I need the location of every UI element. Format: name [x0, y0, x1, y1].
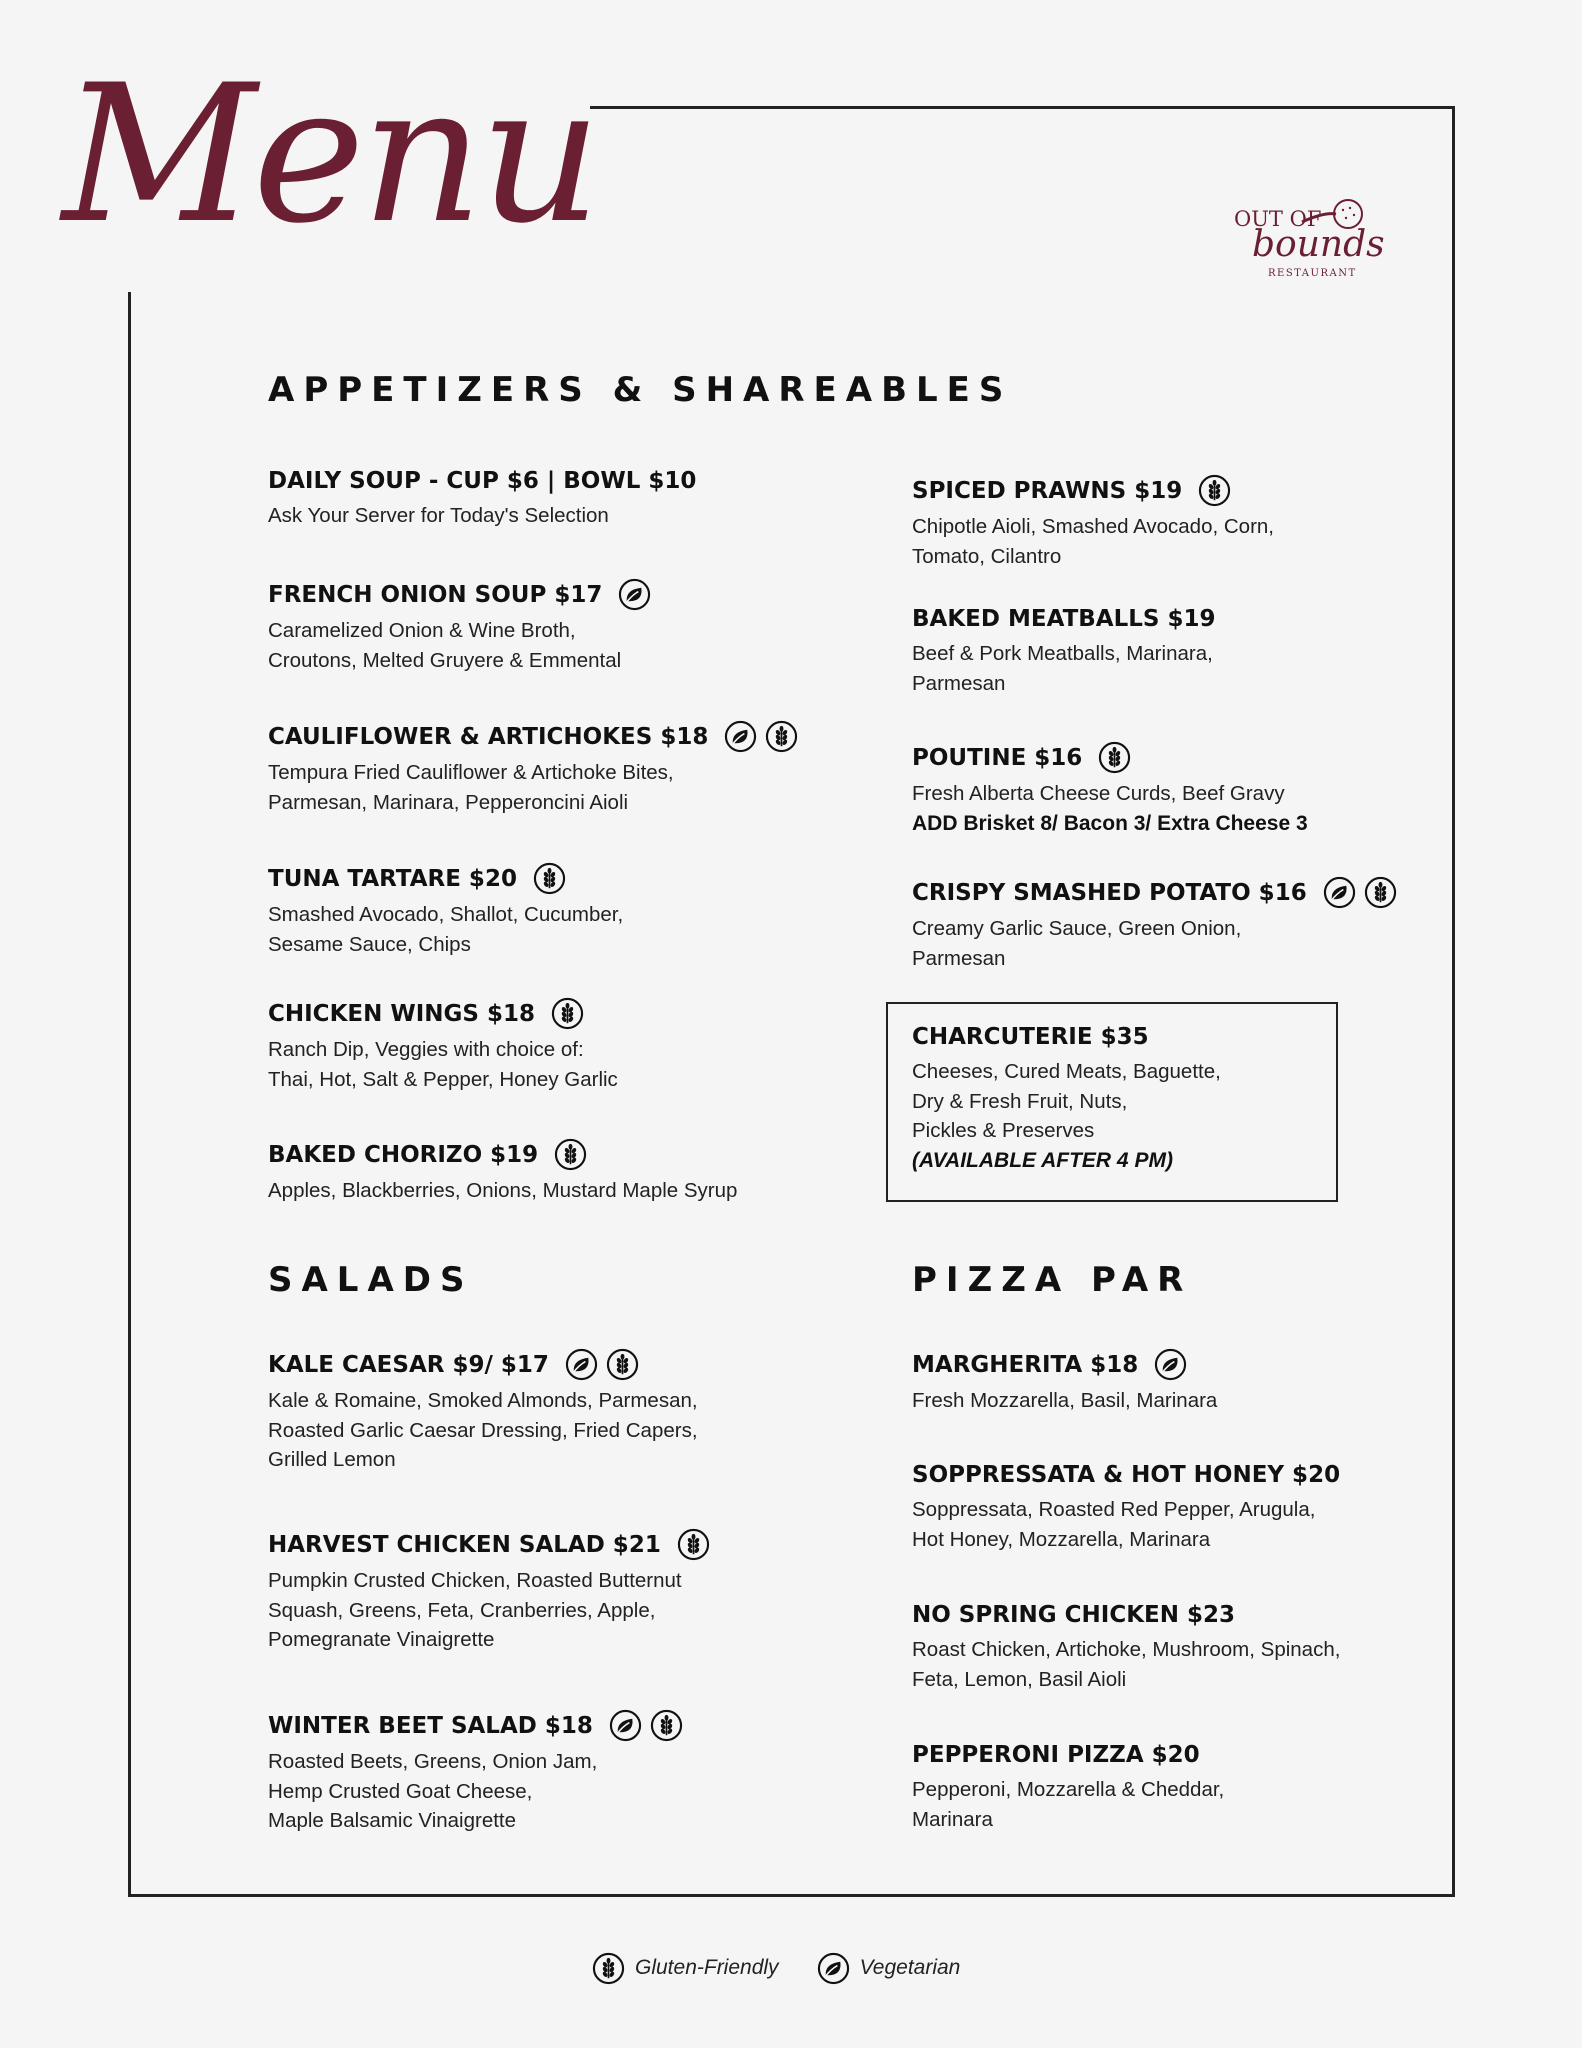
menu-item-heading [912, 1348, 1472, 1381]
menu-item-heading [268, 1709, 828, 1742]
menu-item-name: DAILY SOUP - CUP $6 | BOWL $10 [268, 468, 697, 494]
description-line: Pomegranate Vinaigrette [268, 1628, 495, 1651]
description-line: Grilled Lemon [268, 1448, 396, 1471]
menu-item-heading [268, 466, 828, 496]
description-line: Ranch Dip, Veggies with choice of: [268, 1038, 584, 1061]
menu-item-heading [268, 997, 828, 1030]
menu-item-heading [912, 474, 1472, 507]
description-line: Croutons, Melted Gruyere & Emmental [268, 648, 622, 672]
menu-item [268, 1348, 828, 1475]
menu-item-name: POUTINE $16 [912, 744, 1083, 771]
description-line: Sesame Sauce, Chips [268, 932, 471, 956]
menu-item-name: FRENCH ONION SOUP $17 [268, 581, 603, 608]
frame-bottom-line [128, 1894, 1454, 1897]
menu-item-name: NO SPRING CHICKEN $23 [912, 1602, 1235, 1628]
description-line: Ask Your Server for Today's Selection [268, 504, 609, 527]
gluten-friendly-icon [551, 997, 584, 1030]
menu-item [268, 1709, 828, 1836]
logo-line2: bounds [1252, 224, 1385, 265]
menu-item [268, 997, 828, 1094]
menu-item-name: BAKED CHORIZO $19 [268, 1141, 539, 1168]
menu-item-name: KALE CAESAR $9/ $17 [268, 1351, 549, 1378]
description-line: Tempura Fried Cauliflower & Artichoke Bites, [268, 761, 674, 784]
description-line: Chipotle Aioli, Smashed Avocado, Corn, [912, 515, 1275, 538]
description-line: Caramelized Onion & Wine Broth, [268, 619, 576, 642]
menu-item-heading [912, 604, 1472, 634]
menu-item-name: HARVEST CHICKEN SALAD $21 [268, 1531, 661, 1558]
description-line: Fresh Alberta Cheese Curds, Beef Gravy [912, 782, 1285, 805]
menu-item [268, 862, 828, 959]
menu-item-name: CHICKEN WINGS $18 [268, 1000, 535, 1027]
menu-item [912, 876, 1472, 973]
gluten-friendly-icon [1198, 474, 1231, 507]
section-title-pizza: PIZZA PAR [912, 1260, 1193, 1300]
menu-item-name: WINTER BEET SALAD $18 [268, 1712, 593, 1739]
gluten-friendly-icon [650, 1709, 683, 1742]
menu-item [912, 1460, 1472, 1554]
frame-left-line [128, 292, 131, 1896]
menu-item-name: MARGHERITA $18 [912, 1351, 1139, 1378]
menu-item-description [912, 779, 1472, 838]
menu-item-description [268, 758, 828, 817]
menu-item-description [912, 1386, 1472, 1416]
description-line: Marinara [912, 1807, 993, 1831]
menu-item [268, 1138, 828, 1206]
menu-item-name: CHARCUTERIE $35 [912, 1024, 1149, 1050]
icon-legend [592, 1948, 960, 1988]
description-line: Roast Chicken, Artichoke, Mushroom, Spinach, [912, 1638, 1341, 1661]
description-line: Pumpkin Crusted Chicken, Roasted Butternut [268, 1569, 682, 1592]
section-title-salads: SALADS [268, 1260, 474, 1300]
gluten-friendly-icon [1098, 741, 1131, 774]
menu-item-name: SOPPRESSATA & HOT HONEY $20 [912, 1462, 1341, 1488]
menu-item-heading [268, 1348, 828, 1381]
vegetarian-icon [1154, 1348, 1187, 1381]
menu-item [268, 578, 828, 675]
description-line: Cheeses, Cured Meats, Baguette, [912, 1060, 1221, 1083]
description-line: Kale & Romaine, Smoked Almonds, Parmesan, [268, 1389, 698, 1412]
menu-item-description [268, 1035, 828, 1094]
vegetarian-icon [724, 720, 757, 753]
menu-item-description [912, 512, 1472, 571]
menu-item-heading [912, 1740, 1472, 1770]
menu-item [268, 1528, 828, 1655]
menu-item [268, 720, 828, 817]
description-line: Smashed Avocado, Shallot, Cucumber, [268, 903, 624, 926]
legend-vegetarian: Vegetarian [859, 1956, 961, 1979]
description-line: Beef & Pork Meatballs, Marinara, [912, 642, 1213, 665]
menu-item [912, 1600, 1472, 1694]
vegetarian-icon [618, 578, 651, 611]
menu-item-heading [268, 1528, 828, 1561]
menu-item-description [268, 616, 828, 675]
vegetarian-icon [609, 1709, 642, 1742]
gluten-friendly-icon [554, 1138, 587, 1171]
description-line: Maple Balsamic Vinaigrette [268, 1809, 517, 1832]
menu-item-description [912, 1635, 1472, 1694]
menu-item-name: BAKED MEATBALLS $19 [912, 606, 1216, 632]
description-line: Parmesan [912, 671, 1006, 695]
menu-item [268, 466, 828, 531]
description-line: Parmesan [912, 946, 1006, 970]
gluten-friendly-icon [606, 1348, 639, 1381]
menu-item-addon: ADD Brisket 8/ Bacon 3/ Extra Cheese 3 [912, 811, 1308, 835]
restaurant-logo [1224, 192, 1394, 288]
description-line: Fresh Mozzarella, Basil, Marinara [912, 1389, 1218, 1412]
menu-item-name: PEPPERONI PIZZA $20 [912, 1742, 1200, 1768]
vegetarian-icon [817, 1952, 850, 1985]
menu-item-description [912, 639, 1472, 698]
legend-gluten-friendly: Gluten-Friendly [635, 1956, 779, 1979]
description-line: Pickles & Preserves [912, 1119, 1095, 1142]
menu-item [912, 1022, 1472, 1175]
description-line: Dry & Fresh Fruit, Nuts, [912, 1089, 1128, 1113]
vegetarian-icon [565, 1348, 598, 1381]
section-title-appetizers: APPETIZERS & SHAREABLES [268, 370, 1013, 410]
description-line: Pepperoni, Mozzarella & Cheddar, [912, 1778, 1225, 1801]
gluten-friendly-icon [533, 862, 566, 895]
menu-item-description [912, 1057, 1472, 1175]
menu-item-note: (AVAILABLE AFTER 4 PM) [912, 1148, 1173, 1172]
menu-item [912, 1740, 1472, 1834]
menu-item-heading [912, 741, 1472, 774]
menu-item-description [912, 914, 1472, 973]
menu-item-description [268, 501, 828, 531]
menu-item-heading [268, 862, 828, 895]
menu-item-description [268, 1747, 828, 1836]
logo-line3: RESTAURANT [1268, 268, 1357, 279]
description-line: Apples, Blackberries, Onions, Mustard Maple Syrup [268, 1179, 738, 1202]
description-line: Roasted Garlic Caesar Dressing, Fried Capers, [268, 1418, 698, 1442]
frame-top-line [590, 106, 1454, 109]
description-line: Creamy Garlic Sauce, Green Onion, [912, 917, 1242, 940]
menu-item-description [912, 1495, 1472, 1554]
menu-item-heading [912, 876, 1472, 909]
menu-item-heading [912, 1600, 1472, 1630]
description-line: Hot Honey, Mozzarella, Marinara [912, 1527, 1211, 1551]
menu-item [912, 474, 1472, 571]
menu-item-description [268, 1176, 828, 1206]
gluten-friendly-icon [677, 1528, 710, 1561]
menu-item-description [268, 900, 828, 959]
vegetarian-icon [1323, 876, 1356, 909]
menu-item-name: SPICED PRAWNS $19 [912, 477, 1183, 504]
gluten-friendly-icon [592, 1952, 625, 1985]
description-line: Soppressata, Roasted Red Pepper, Arugula, [912, 1498, 1316, 1521]
gluten-friendly-icon [765, 720, 798, 753]
description-line: Hemp Crusted Goat Cheese, [268, 1779, 533, 1803]
description-line: Parmesan, Marinara, Pepperoncini Aioli [268, 790, 629, 814]
menu-item-heading [268, 1138, 828, 1171]
description-line: Squash, Greens, Feta, Cranberries, Apple, [268, 1598, 656, 1622]
menu-item-heading [912, 1022, 1472, 1052]
menu-title: Menu [62, 44, 598, 265]
description-line: Thai, Hot, Salt & Pepper, Honey Garlic [268, 1067, 618, 1091]
menu-item [912, 604, 1472, 698]
description-line: Feta, Lemon, Basil Aioli [912, 1667, 1127, 1691]
menu-item-name: CRISPY SMASHED POTATO $16 [912, 879, 1307, 906]
menu-item-heading [268, 720, 828, 753]
menu-item-description [268, 1566, 828, 1655]
menu-item-name: TUNA TARTARE $20 [268, 865, 517, 892]
gluten-friendly-icon [1364, 876, 1397, 909]
menu-item-heading [268, 578, 828, 611]
menu-item [912, 1348, 1472, 1416]
menu-item-description [912, 1775, 1472, 1834]
menu-item-name: CAULIFLOWER & ARTICHOKES $18 [268, 723, 709, 750]
description-line: Roasted Beets, Greens, Onion Jam, [268, 1750, 598, 1773]
menu-item [912, 741, 1472, 838]
menu-item-description [268, 1386, 828, 1475]
menu-item-heading [912, 1460, 1472, 1490]
logo-line1: OUT OF [1234, 207, 1322, 231]
description-line: Tomato, Cilantro [912, 544, 1062, 568]
